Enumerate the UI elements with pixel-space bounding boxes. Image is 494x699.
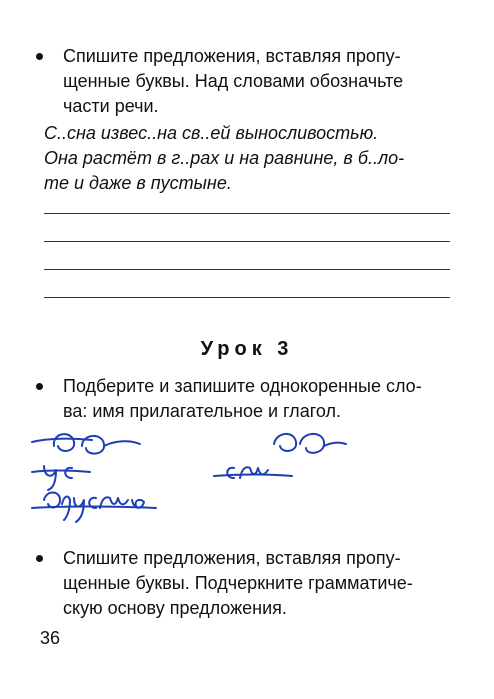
task-3-instruction bbox=[63, 546, 456, 621]
lesson-title: Урок 3 bbox=[200, 338, 294, 360]
handwritten-word-gr-1 bbox=[32, 434, 140, 453]
handwritten-word-grust bbox=[32, 493, 156, 523]
task-1-line: части речи. bbox=[63, 96, 159, 116]
writing-line[interactable] bbox=[44, 213, 450, 214]
task-1-line: Спишите предложения, вставляя пропу- bbox=[63, 46, 401, 66]
writing-line[interactable] bbox=[44, 241, 450, 242]
handwritten-word-gr-2 bbox=[274, 434, 346, 453]
task-3-line: Спишите предложения, вставляя пропу- bbox=[63, 548, 401, 568]
bullet-icon bbox=[36, 555, 43, 562]
task-3-line: щенные буквы. Подчеркните грамматиче- bbox=[63, 573, 413, 593]
task-1-line: щенные буквы. Над словами обозначьте bbox=[63, 71, 404, 91]
exercise-line: те и даже в пустыне. bbox=[44, 173, 232, 193]
task-3-line: скую основу предложения. bbox=[63, 598, 287, 618]
task-2-instruction bbox=[63, 374, 456, 424]
task-1-instruction bbox=[63, 44, 456, 119]
writing-line[interactable] bbox=[44, 297, 450, 298]
handwritten-answers bbox=[30, 424, 470, 534]
exercise-line: Она растёт в г..рах и на равнине, в б..ло- bbox=[44, 148, 405, 168]
task-2-line: ва: имя прилагательное и глагол. bbox=[63, 401, 341, 421]
page-number: 36 bbox=[40, 628, 61, 648]
writing-line[interactable] bbox=[44, 269, 450, 270]
bullet-icon bbox=[36, 53, 43, 60]
exercise-line: С..сна извес..на св..ей выносливостью. bbox=[44, 123, 379, 143]
bullet-icon bbox=[36, 383, 43, 390]
exercise-1-text bbox=[44, 121, 464, 196]
task-2-line: Подберите и запишите однокоренные сло- bbox=[63, 376, 422, 396]
handwritten-word-us bbox=[32, 466, 90, 490]
handwritten-word-st bbox=[214, 467, 292, 478]
